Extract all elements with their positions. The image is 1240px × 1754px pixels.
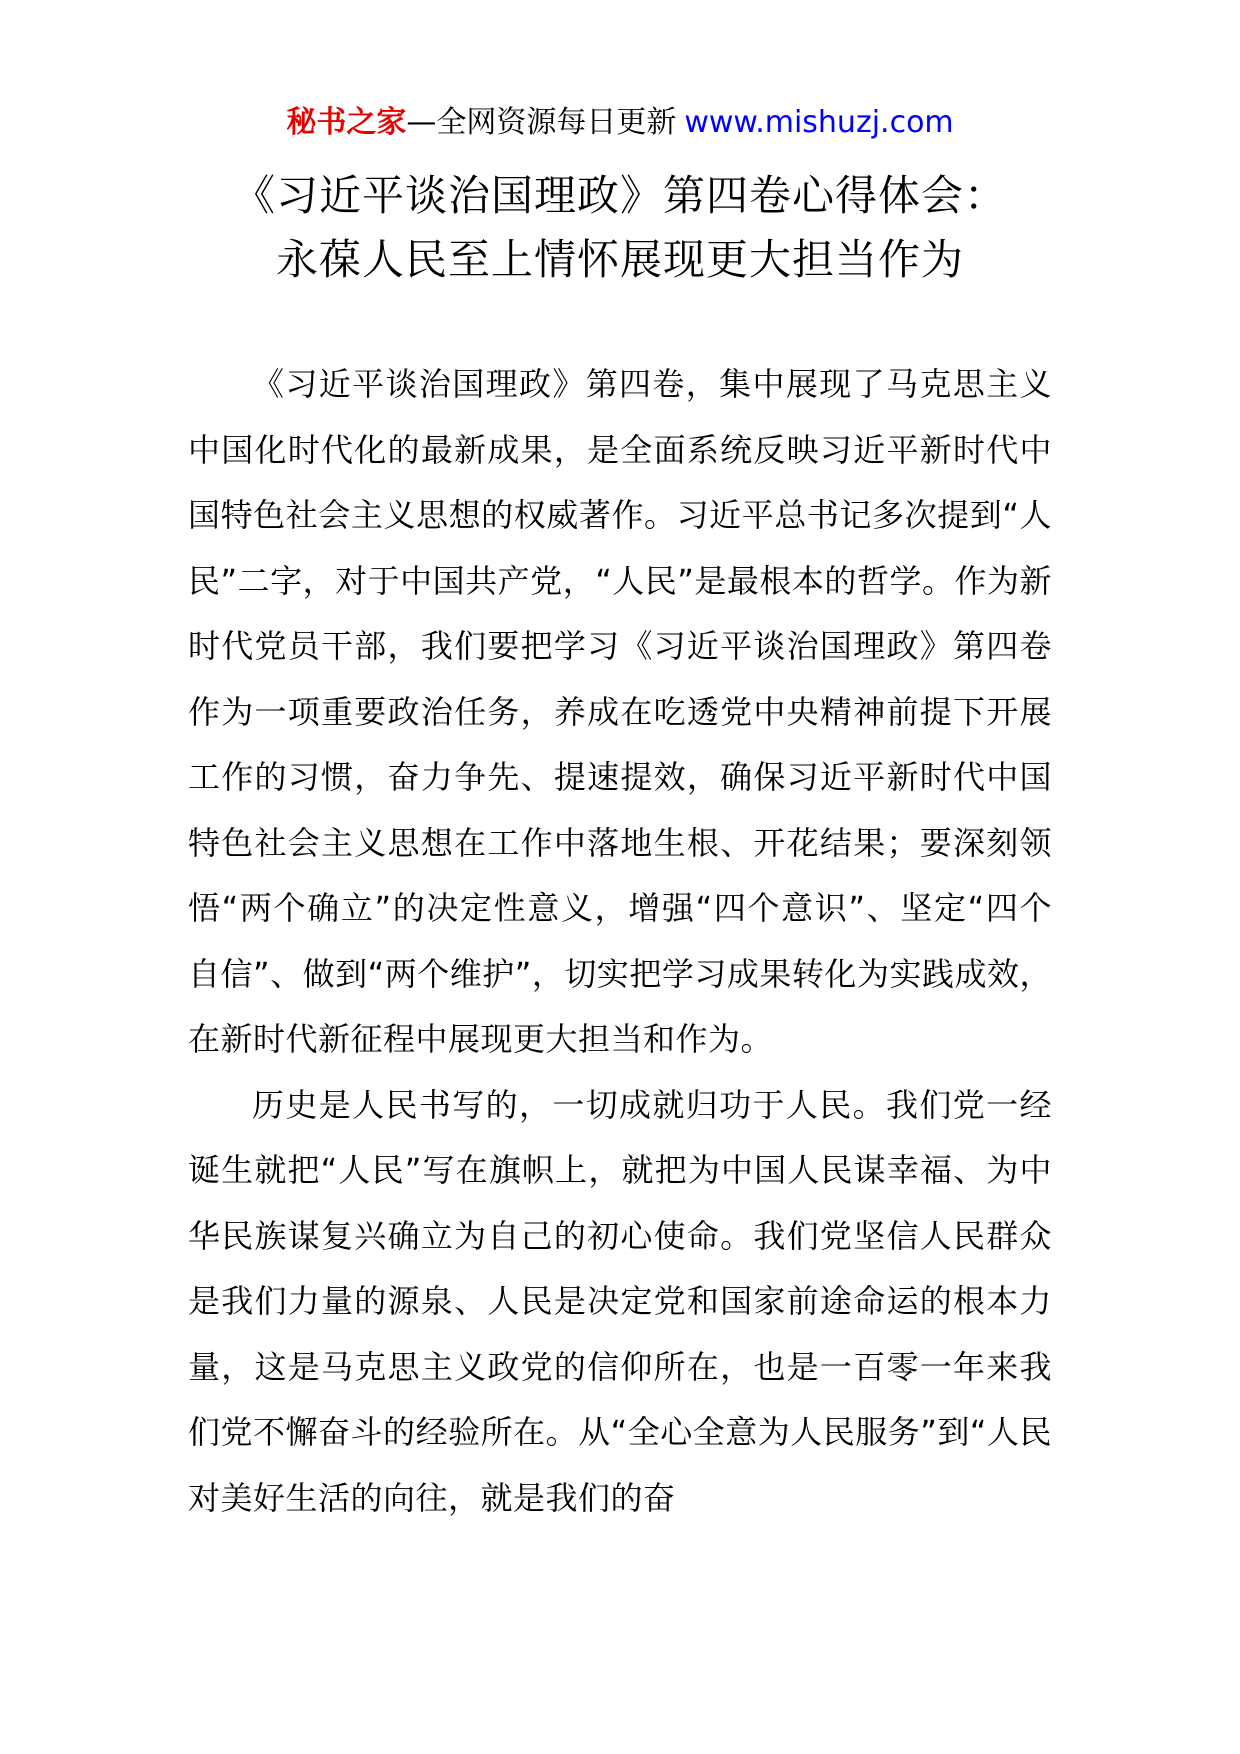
title-line-1: 《习近平谈治国理政》第四卷心得体会： bbox=[232, 171, 1007, 220]
brand-name: 秘书之家 bbox=[286, 105, 407, 140]
header-slogan: —全网资源每日更新 bbox=[406, 105, 677, 140]
site-header bbox=[0, 100, 1240, 146]
paragraph-1: 《习近平谈治国理政》第四卷，集中展现了马克思主义中国化时代化的最新成果，是全面系统反映习近平新时代中国特色社会主义思想的权威著作。习近平总书记多次提到“人民”二字，对于中国共产党，“人民”是最根本的哲学。作为新时代党员干部，我们要把学习《习近平谈治国理政》第四卷作为一项重要政治任务，养成在吃透党中央精神前提下开展工作的习惯，奋力争先、提速提效，确保习近平新时代中国特色社会主义思想在工作中落地生根、开花结果；要深刻领悟“两个确立”的决定性意义，增强“四个意识”、坚定“四个自信”、做到“两个维护”，切实把学习成果转化为实践成效，在新时代新征程中展现更大担当和作为。 bbox=[188, 365, 1052, 1058]
paragraph-2: 历史是人民书写的，一切成就归功于人民。我们党一经诞生就把“人民”写在旗帜上，就把为中国人民谋幸福、为中华民族谋复兴确立为自己的初心使命。我们党坚信人民群众是我们力量的源泉、人民是决定党和国家前途命运的根本力量，这是马克思主义政党的信仰所在，也是一百零一年来我们党不懈奋斗的经验所在。从“全心全意为人民服务”到“人民对美好生活的向往，就是我们的奋 bbox=[188, 1085, 1052, 1517]
title-line-2: 永葆人民至上情怀展现更大担当作为 bbox=[275, 235, 964, 284]
document-body bbox=[188, 352, 1052, 1531]
site-url-link[interactable]: www.mishuzj.com bbox=[684, 105, 954, 140]
document-title bbox=[0, 164, 1240, 292]
